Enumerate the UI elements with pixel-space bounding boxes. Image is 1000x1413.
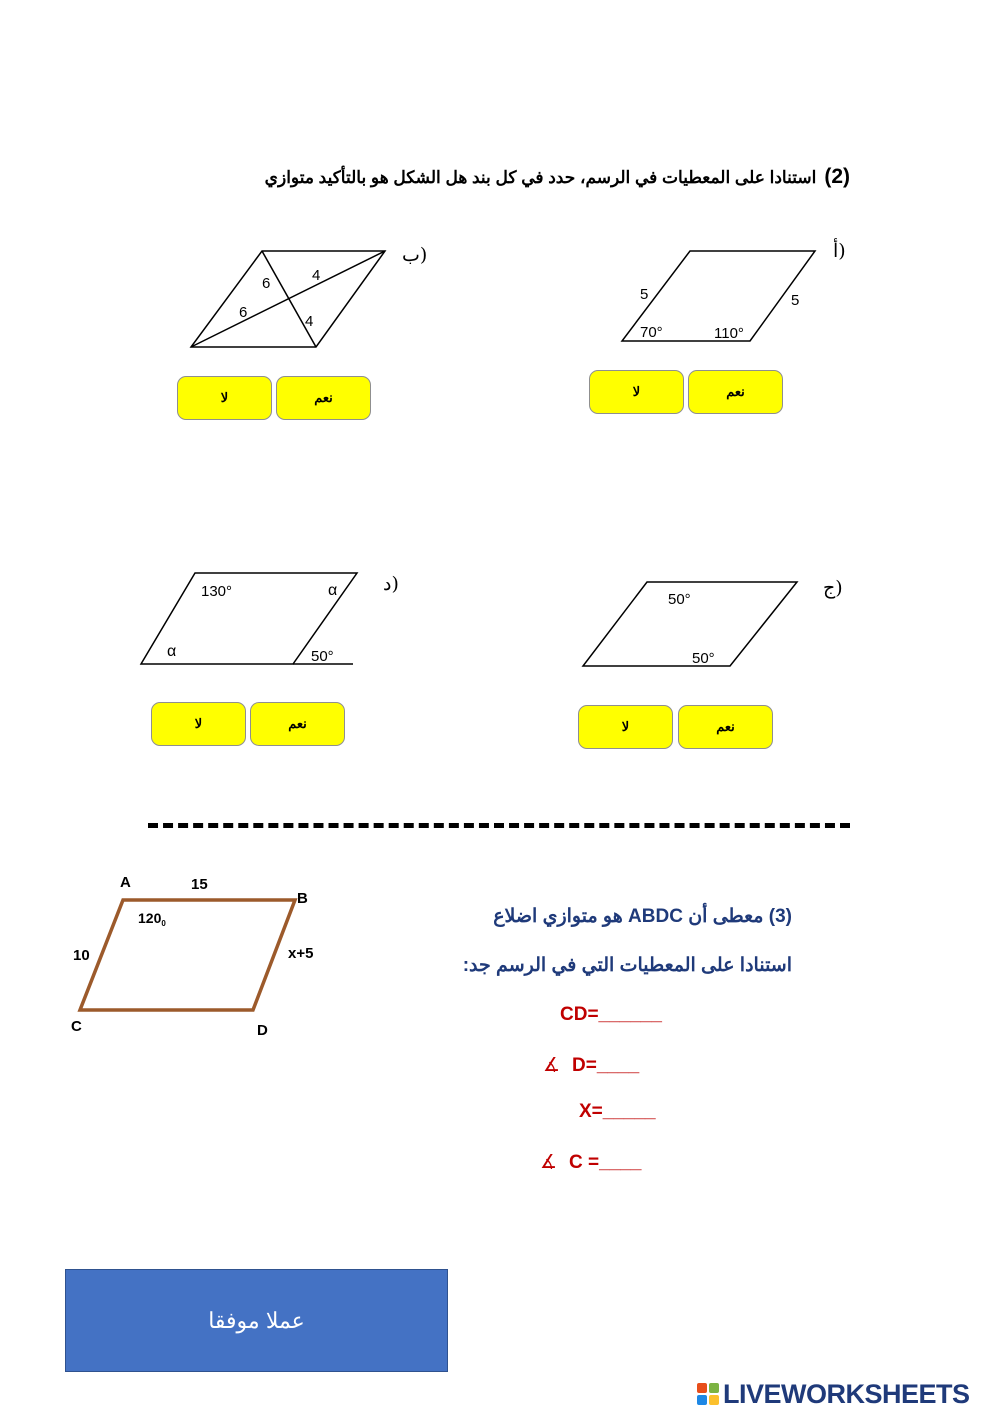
- vertex-b-label: B: [297, 890, 308, 907]
- logo-icon: [697, 1383, 719, 1405]
- question-3-line-2: استنادا على المعطيات التي في الرسم جد:: [462, 955, 792, 976]
- figure-c-no-button[interactable]: لا: [578, 705, 673, 749]
- figure-c-angle-bottom: 50°: [692, 650, 715, 667]
- figure-d-no-button[interactable]: لا: [151, 702, 246, 746]
- answer-cd: CD=______: [560, 1004, 662, 1025]
- figure-a-side-right: 5: [791, 292, 800, 309]
- figure-d-label: د): [383, 573, 399, 595]
- figure-b-label: ب): [402, 244, 428, 266]
- angle-symbol-icon: ∡: [543, 1055, 561, 1076]
- submit-button[interactable]: عملا موفقا: [65, 1269, 448, 1372]
- figure-a-label: أ): [833, 240, 846, 262]
- side-ac-length: 10: [73, 947, 90, 964]
- figure-a-angle-right: 110°: [714, 325, 744, 342]
- figure-d-angle-bottom-right: 50°: [311, 648, 334, 665]
- figure-d-parallelogram: [135, 565, 365, 675]
- figure-a-no-button[interactable]: لا: [589, 370, 684, 414]
- figure-b-seg-top-left: 6: [262, 275, 271, 292]
- figure-b-seg-top-right: 4: [312, 267, 321, 284]
- liveworksheets-logo: [697, 1380, 970, 1408]
- figure-a-side-left: 5: [640, 286, 649, 303]
- vertex-d-label: D: [257, 1022, 268, 1039]
- figure-c-yes-button[interactable]: نعم: [678, 705, 773, 749]
- figure-b-parallelogram: [185, 245, 395, 355]
- side-bd-length: x+5: [288, 945, 314, 962]
- figure-a-yes-button[interactable]: نعم: [688, 370, 783, 414]
- vertex-c-label: C: [71, 1018, 82, 1035]
- logo-text: LIVEWORKSHEETS: [723, 1378, 970, 1409]
- answer-angle-c: ∡ C =____: [540, 1152, 642, 1173]
- question-2-title: [150, 165, 850, 189]
- figure-b-seg-bottom-right: 4: [305, 313, 314, 330]
- question-text: استنادا على المعطيات في الرسم، حدد في كل بند هل الشكل هو بالتأكيد متوازي: [264, 168, 817, 187]
- angle-a-value: $120_0$: [138, 910, 166, 928]
- figure-c-label: ج): [823, 577, 843, 599]
- figure-d-angle-top-right: α: [328, 582, 338, 599]
- question-3-line-1: (3) معطى أن ABDC هو متوازي اضلاع: [493, 906, 792, 927]
- section-divider: [148, 823, 850, 828]
- angle-symbol-icon: ∡: [540, 1152, 558, 1173]
- figure-b-no-button[interactable]: لا: [177, 376, 272, 420]
- figure-a-parallelogram: [600, 240, 840, 350]
- answer-angle-d: ∡ D=____: [543, 1055, 640, 1076]
- question-number: (2): [824, 165, 850, 188]
- figure-b-yes-button[interactable]: نعم: [276, 376, 371, 420]
- question-3-parallelogram: [60, 865, 330, 1045]
- figure-a-angle-left: 70°: [640, 324, 663, 341]
- figure-d-angle-top-left: 130°: [201, 583, 233, 600]
- answer-x: X=_____: [579, 1101, 656, 1122]
- figure-d-angle-bottom-left: α: [167, 643, 177, 660]
- figure-c-angle-top: 50°: [668, 591, 691, 608]
- vertex-a-label: A: [120, 874, 131, 891]
- figure-b-seg-bottom-left: 6: [239, 304, 248, 321]
- figure-c-parallelogram: [575, 575, 810, 675]
- side-ab-length: 15: [191, 876, 208, 893]
- figure-d-yes-button[interactable]: نعم: [250, 702, 345, 746]
